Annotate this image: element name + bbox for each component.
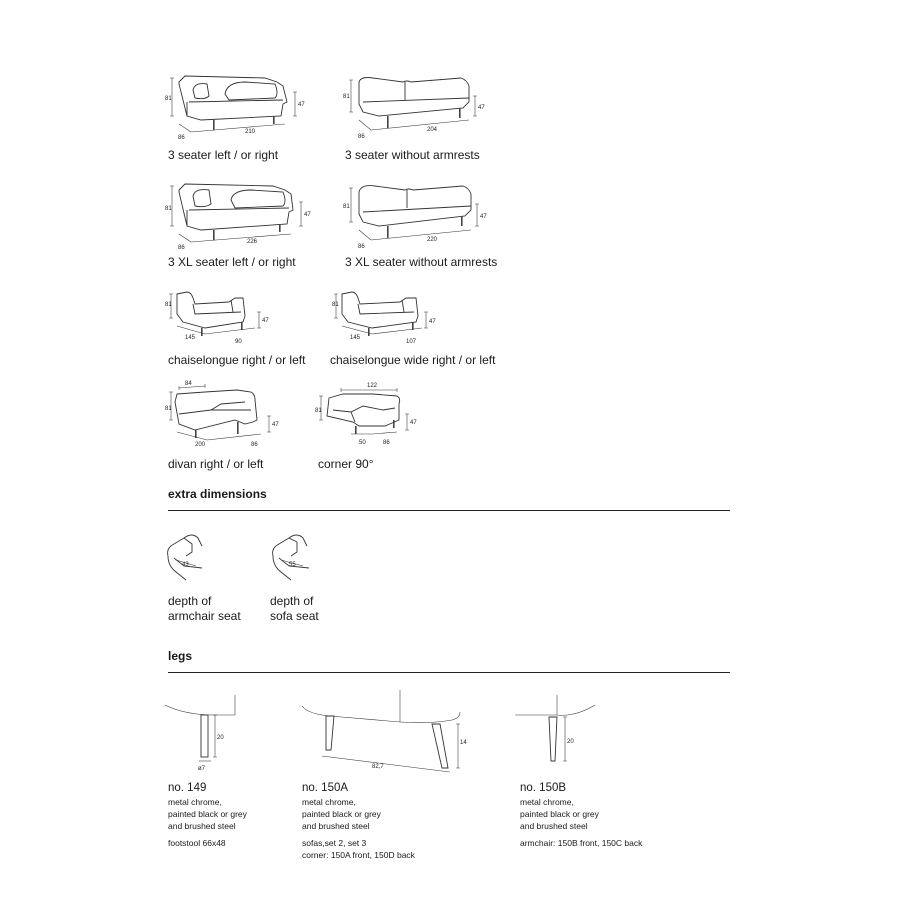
dim-height: 81 bbox=[343, 94, 350, 100]
dim-d1: 145 bbox=[350, 335, 361, 341]
dim-seat: 47 bbox=[262, 318, 269, 324]
leg-desc-line: and brushed steel bbox=[520, 821, 588, 831]
dim-depth: 86 bbox=[178, 245, 185, 251]
leg-note: footstool 66x48 bbox=[168, 838, 226, 848]
model-caption: chaiselongue wide right / or left bbox=[330, 353, 496, 367]
leg-description bbox=[520, 796, 599, 832]
dim-value: 55 bbox=[289, 562, 296, 568]
leg-note: armchair: 150B front, 150C back bbox=[520, 838, 643, 848]
model-caption: 3 seater without armrests bbox=[345, 148, 480, 162]
dim-width: 204 bbox=[427, 127, 438, 133]
armchair-seat-depth-drawing bbox=[162, 528, 222, 588]
dim-depth: 86 bbox=[178, 135, 185, 141]
dim-seat: 47 bbox=[298, 102, 305, 108]
leg-desc-line: and brushed steel bbox=[168, 821, 236, 831]
dim-width: 220 bbox=[427, 237, 438, 243]
dim-seat: 47 bbox=[480, 214, 487, 220]
dim-d2: 90 bbox=[235, 339, 242, 345]
dim-seat: 47 bbox=[304, 212, 311, 218]
dim-height: 81 bbox=[165, 96, 172, 102]
sofa-drawing-divan bbox=[165, 380, 295, 450]
dim-height: 20 bbox=[217, 735, 224, 741]
dim-seat: 47 bbox=[410, 420, 417, 426]
sofa-drawing-3xl-no-arms bbox=[343, 180, 493, 255]
leg-note-line: sofas,set 2, set 3 bbox=[302, 838, 367, 848]
dim-height: 14 bbox=[460, 740, 467, 746]
sofa-drawing-3-seater bbox=[165, 72, 315, 147]
dim-width: 226 bbox=[247, 239, 258, 245]
dim-diameter: ø7 bbox=[198, 766, 206, 772]
leg-desc-line: metal chrome, bbox=[168, 797, 222, 807]
dim-height: 81 bbox=[332, 302, 339, 308]
model-caption: 3 XL seater without armrests bbox=[345, 255, 498, 269]
dim-d2: 107 bbox=[406, 339, 417, 345]
extra-caption-armchair bbox=[168, 594, 241, 624]
dim-d1: 50 bbox=[359, 440, 366, 446]
section-heading-extra-dimensions: extra dimensions bbox=[168, 487, 267, 501]
leg-desc-line: and brushed steel bbox=[302, 821, 370, 831]
extra-caption-line: armchair seat bbox=[168, 609, 241, 623]
sofa-drawing-corner bbox=[315, 380, 425, 450]
sofa-drawing-chaiselongue bbox=[165, 288, 275, 348]
leg-desc-line: painted black or grey bbox=[168, 809, 247, 819]
dim-width: 210 bbox=[245, 129, 256, 135]
dim-seat: 47 bbox=[429, 319, 436, 325]
leg-number: no. 150A bbox=[302, 782, 349, 794]
model-caption: divan right / or left bbox=[168, 457, 264, 471]
sofa-drawing-chaiselongue-wide bbox=[330, 288, 440, 348]
dim-width: 82,7 bbox=[372, 764, 384, 770]
leg-desc-line: metal chrome, bbox=[302, 797, 356, 807]
leg-note bbox=[302, 837, 415, 861]
section-divider bbox=[168, 672, 730, 673]
model-caption: 3 XL seater left / or right bbox=[168, 255, 296, 269]
section-divider bbox=[168, 510, 730, 511]
dim-top: 122 bbox=[367, 383, 378, 389]
dim-value: 43 bbox=[182, 562, 189, 568]
dim-d1: 145 bbox=[185, 335, 196, 341]
sofa-drawing-3xl-seater bbox=[165, 180, 315, 255]
dim-height: 81 bbox=[343, 204, 350, 210]
section-heading-legs: legs bbox=[168, 649, 193, 663]
dim-height: 81 bbox=[165, 406, 172, 412]
model-caption: chaiselongue right / or left bbox=[168, 353, 306, 367]
leg-150b-drawing bbox=[515, 695, 605, 775]
dim-seat: 47 bbox=[272, 422, 279, 428]
dim-top: 84 bbox=[185, 381, 192, 387]
leg-149-drawing bbox=[165, 695, 245, 775]
dim-height: 81 bbox=[165, 206, 172, 212]
dim-height: 81 bbox=[315, 408, 322, 414]
dim-seat: 47 bbox=[478, 105, 485, 111]
dim-d2: 86 bbox=[251, 442, 258, 448]
dim-depth: 86 bbox=[358, 134, 365, 140]
dim-height: 81 bbox=[165, 302, 172, 308]
leg-desc-line: painted black or grey bbox=[520, 809, 599, 819]
leg-number: no. 150B bbox=[520, 782, 567, 794]
extra-caption-line: depth of bbox=[270, 594, 314, 608]
leg-number: no. 149 bbox=[168, 782, 207, 794]
leg-desc-line: painted black or grey bbox=[302, 809, 381, 819]
extra-caption-line: sofa seat bbox=[270, 609, 319, 623]
leg-description bbox=[302, 796, 381, 832]
dim-d1: 200 bbox=[195, 442, 206, 448]
dim-depth: 86 bbox=[358, 244, 365, 250]
dim-height: 20 bbox=[567, 739, 574, 745]
extra-caption-line: depth of bbox=[168, 594, 212, 608]
dim-d2: 86 bbox=[383, 440, 390, 446]
leg-desc-line: metal chrome, bbox=[520, 797, 574, 807]
model-caption: corner 90° bbox=[318, 457, 374, 471]
sofa-drawing-3-seater-no-arms bbox=[343, 72, 493, 147]
sofa-seat-depth-drawing bbox=[265, 528, 325, 588]
model-caption: 3 seater left / or right bbox=[168, 148, 279, 162]
extra-caption-sofa bbox=[270, 594, 319, 624]
leg-150a-drawing bbox=[300, 688, 470, 778]
leg-note-line: corner: 150A front, 150D back bbox=[302, 850, 415, 860]
leg-description bbox=[168, 796, 247, 832]
